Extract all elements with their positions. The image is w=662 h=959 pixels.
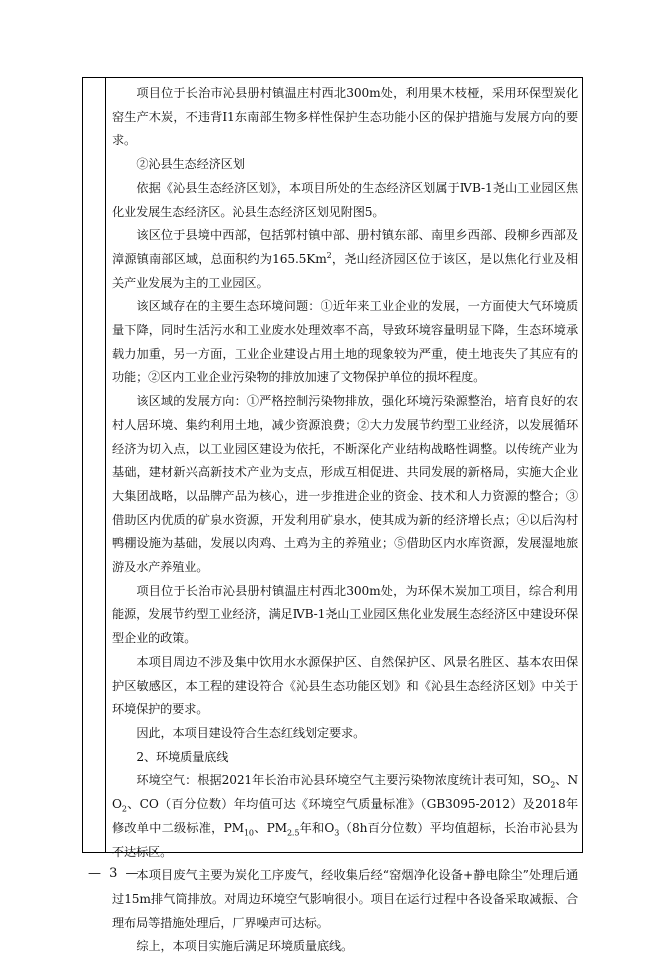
subscript-text: 2 xyxy=(121,804,127,814)
paragraph-text: ②沁县生态经济区划 xyxy=(136,157,245,172)
subscript-text: 2.5 xyxy=(286,828,300,838)
paragraph-text: 本项目周边不涉及集中饮用水水源保护区、自然保护区、风景名胜区、基本农田保护区敏感区，本工程的建设符合《沁县生态功能区划》和《沁县生态经济区划》中关于环境保护的要求。 xyxy=(112,654,578,717)
superscript-text: 2 xyxy=(326,250,332,260)
paragraph-text: 、CO（百分位数）年均值可达《环境空气质量标准》（GB3095-2012）及2018年修改单中二级标准，PM xyxy=(112,797,578,835)
paragraph-text: 综上，本项目实施后满足环境质量底线。 xyxy=(136,939,354,954)
paragraph-text: 该区域的发展方向：①严格控制污染物排放，强化环境污染源整治，培育良好的农村人居环境、集约利用土地，减少资源浪费；②大力发展节约型工业经济，以发展循环经济为切入点，以工业园区建设为依托，不断深化产业结构战略性调整。以传统产业为基础，建材新兴高新技术产业为支点，形成互相促进、共同发展的新格局，实施大企业大集团战略，以品牌产品为核心，进一步推进企业的资金、技术和人力资源的整合；③借助区内优质的矿泉水资源，开发利用矿泉水，使其成为新的经济增长点；④以后沟村鸭棚设施为基础，发展以肉鸡、土鸡为主的养殖业；⑤借助区内水库资源，发展湿地旅游及水产养殖业。 xyxy=(112,394,578,575)
paragraph-text: 因此，本项目建设符合生态红线划定要求。 xyxy=(136,725,366,740)
paragraph-text: 该区域存在的主要生态环境问题：①近年来工业企业的发展，一方面使大气环境质量下降，同时生活污水和工业废水处理效率不高，导致环境容量明显下降，生态环境承载力加重，另一方面，工业企业建设占用土地的现象较为严重，使土地丧失了其应有的功能；②区内工业企业污染物的排放加速了文物保护单位的损坏程度。 xyxy=(112,299,578,385)
paragraph-text: 环境空气：根据2021年长治市沁县环境空气主要污染物浓度统计表可知，SO xyxy=(136,773,551,788)
paragraph-text: 本项目废气主要为炭化工序废气，经收集后经“窑烟净化设备+静电除尘”处理后通过15m排气筒排放。对周边环境空气影响很小。项目在运行过程中各设备采取减振、合理布局等措施处理后，厂界噪声可达标。 xyxy=(112,868,578,930)
paragraph-text: 项目位于长治市沁县册村镇温庄村西北300m处，为环保木炭加工项目，综合利用能源，发展节约型工业经济，满足ⅣB-1尧山工业园区焦化业发展生态经济区中建设环保型企业的政策。 xyxy=(112,583,578,646)
paragraph-text: 、NO xyxy=(112,773,578,812)
paragraph xyxy=(112,769,578,864)
subscript-text: 2 xyxy=(550,780,556,790)
paragraph-text: 年和O xyxy=(299,820,335,835)
page-number: — 3 — xyxy=(88,866,141,881)
paragraph xyxy=(112,224,578,295)
table-column-divider xyxy=(105,77,106,853)
table-cell-content xyxy=(112,82,578,959)
paragraph xyxy=(112,580,578,651)
paragraph-text: ，尧山经济园区位于该区，是以焦化行业及相关产业发展为主的工业园区。 xyxy=(112,251,578,290)
paragraph-text: （8h百分位数）平均值超标，长治市沁县为不达标区。 xyxy=(112,820,579,859)
subscript-text: 3 xyxy=(334,828,340,838)
paragraph-text: 依据《沁县生态经济区划》，本项目所处的生态经济区划属于ⅣB-1尧山工业园区焦化业发展生态经济区。沁县生态经济区划见附图5。 xyxy=(112,180,578,219)
paragraph-text: 、PM xyxy=(253,820,287,835)
paragraph xyxy=(112,177,578,224)
paragraph-text: 2、环境质量底线 xyxy=(136,749,229,764)
paragraph xyxy=(112,935,578,959)
paragraph xyxy=(112,153,578,177)
subscript-text: 10 xyxy=(243,828,254,838)
paragraph xyxy=(112,651,578,722)
paragraph xyxy=(112,390,578,580)
paragraph xyxy=(112,295,578,390)
paragraph xyxy=(112,722,578,746)
paragraph xyxy=(112,746,578,770)
paragraph-text: 项目位于长治市沁县册村镇温庄村西北300m处，利用果木枝桠，采用环保型炭化窑生产木炭，不违背I1东南部生物多样性保护生态功能小区的保护措施与发展方向的要求。 xyxy=(112,86,578,148)
paragraph xyxy=(112,864,578,935)
paragraph-text: 该区位于县境中西部，包括郭村镇中部、册村镇东部、南里乡西部、段柳乡西部及漳源镇南部区域，总面积约为165.5Km xyxy=(112,228,578,266)
paragraph xyxy=(112,82,578,153)
